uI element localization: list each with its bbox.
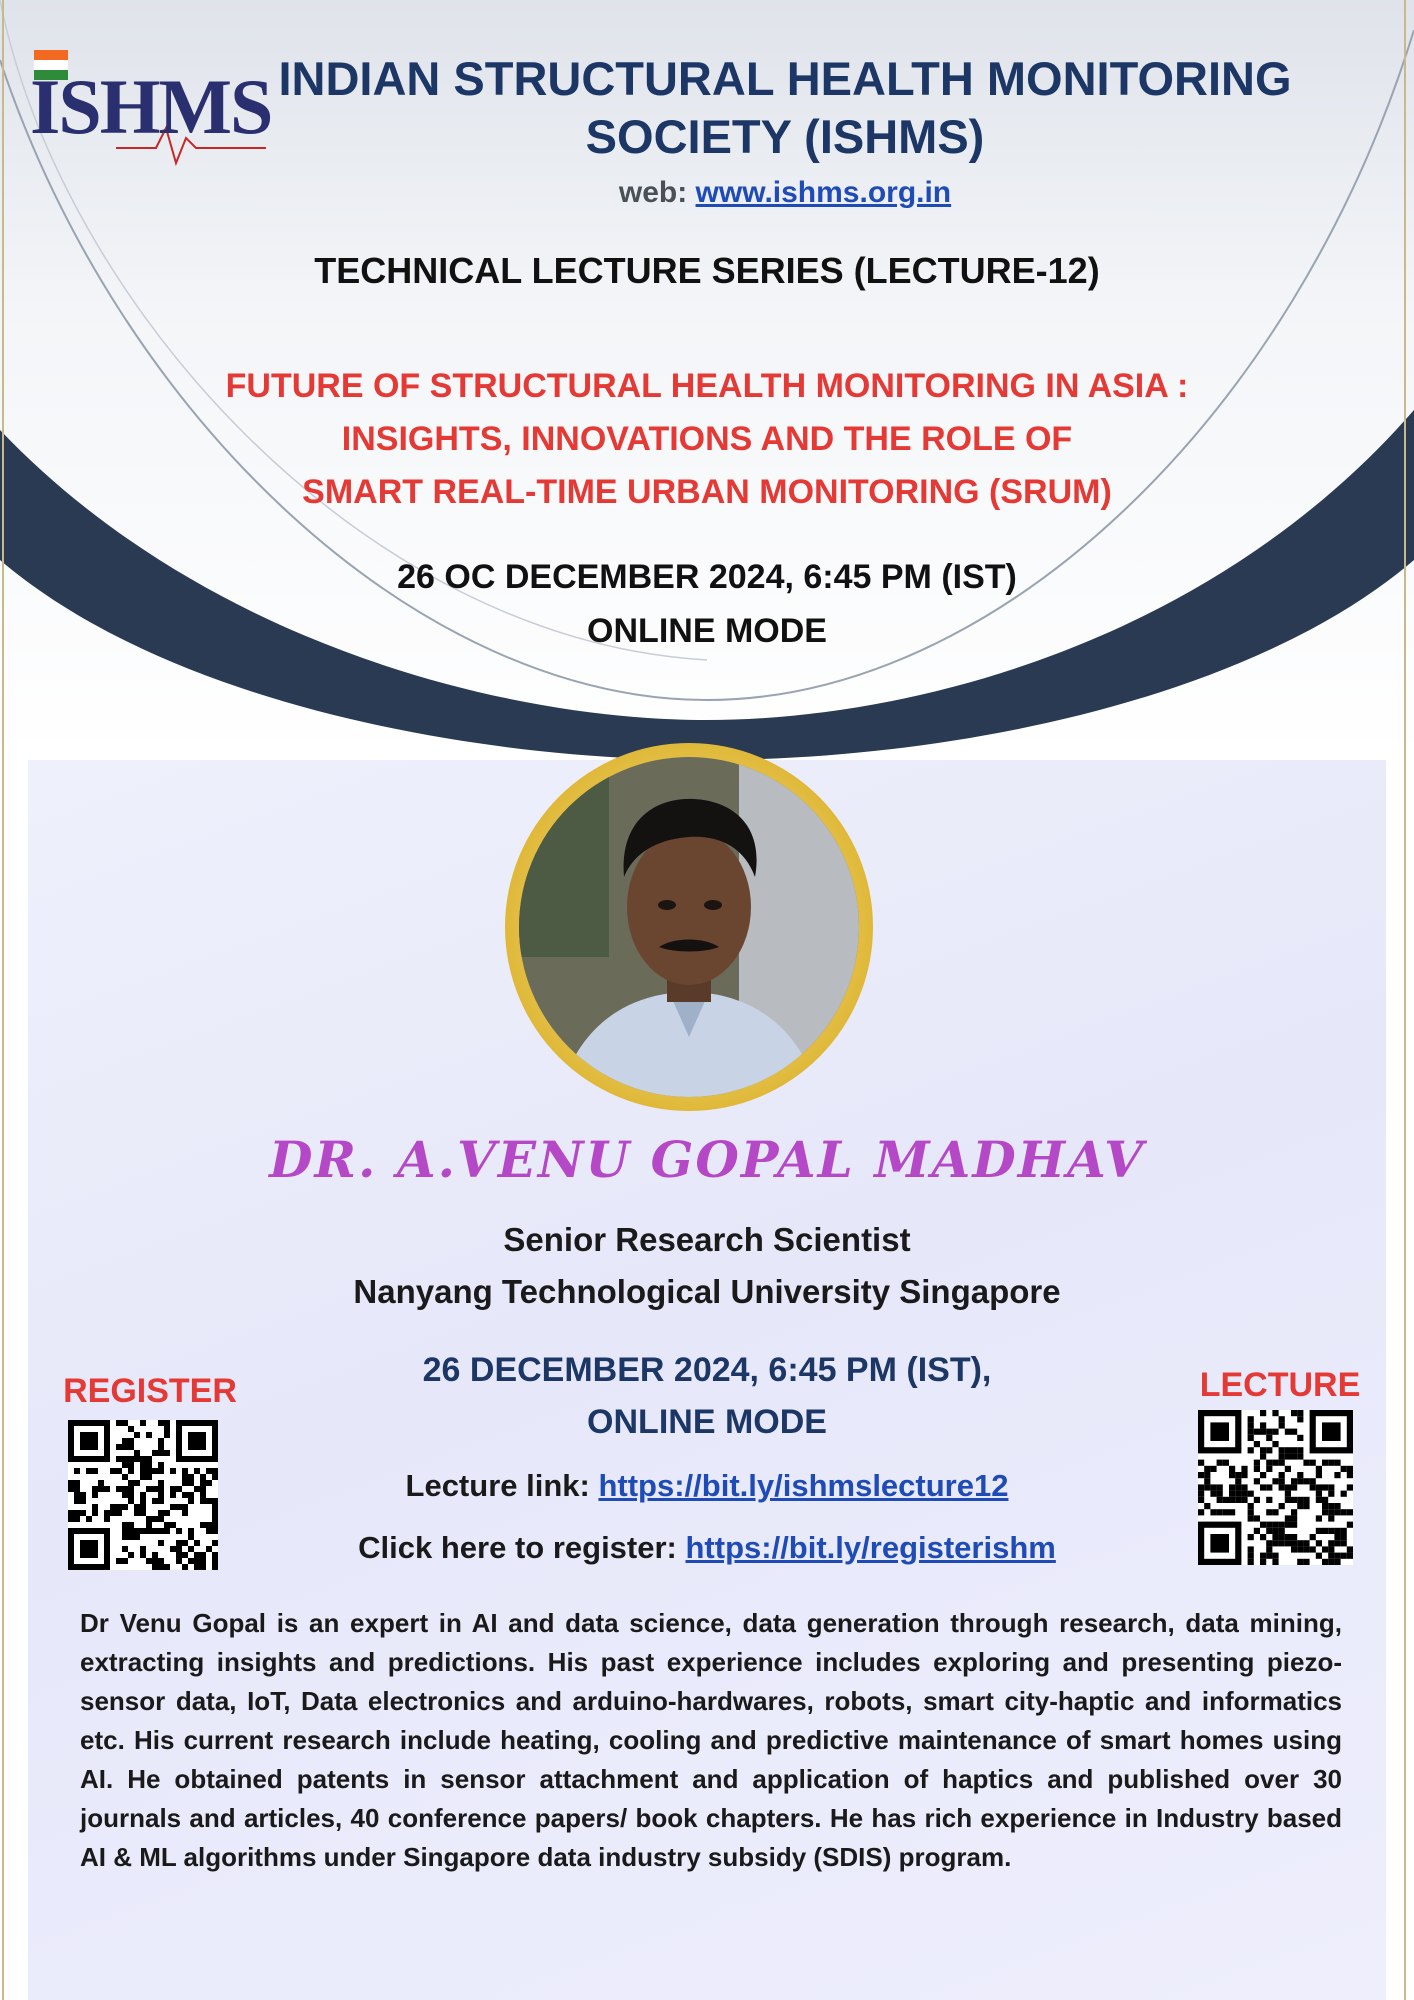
org-name-line1: INDIAN STRUCTURAL HEALTH MONITORING: [278, 52, 1292, 105]
lecture-link-label: Lecture link:: [405, 1468, 590, 1503]
speaker-name: DR. A.VENU GOPAL MADHAV: [269, 1130, 1145, 1189]
speaker-photo-frame: [505, 743, 873, 1111]
website-link[interactable]: www.ishms.org.in: [695, 176, 952, 209]
speaker-role: Senior Research Scientist: [503, 1221, 911, 1258]
lecture-qr-label: LECTURE: [1199, 1366, 1361, 1404]
speaker-bio: Dr Venu Gopal is an expert in AI and data science, data generation through research, data mining, extracting insights and predictions. His past experience includes exploring and presenting piezo-sensor data, IoT, Data electronics and arduino-hardwares, robots, smart city-haptic and informatics etc. His current research include heating, cooling and predictive maintenance of smart homes using AI. He obtained patents in sensor attachment and application of haptics and published over 30 journals and articles, 40 conference papers/ book chapters. He has rich experience in Industry based AI & ML algorithms under Singapore data industry subsidy (SDIS) program.: [80, 1608, 1342, 1872]
left-border-line: [2, 0, 4, 2000]
organization-name: [270, 50, 1300, 166]
register-link-line: [0, 1530, 1414, 1566]
right-border-line: [1404, 0, 1406, 2000]
talk-title-line3: SMART REAL-TIME URBAN MONITORING (SRUM): [302, 473, 1112, 511]
speaker-details: [0, 1214, 1414, 1318]
speaker-affiliation: Nanyang Technological University Singapore: [353, 1273, 1061, 1310]
event-date-top: [0, 550, 1414, 658]
date-top-line2: ONLINE MODE: [587, 612, 827, 650]
web-label: web:: [618, 176, 688, 209]
series-title: TECHNICAL LECTURE SERIES (LECTURE-12): [314, 250, 1100, 291]
ishms-logo: [26, 48, 272, 168]
date-bottom-line2: ONLINE MODE: [587, 1403, 827, 1441]
date-bottom-line1: 26 DECEMBER 2024, 6:45 PM (IST),: [422, 1351, 992, 1389]
lecture-link[interactable]: https://bit.ly/ishmslecture12: [598, 1468, 1009, 1503]
date-top-line1: 26 OC DECEMBER 2024, 6:45 PM (IST): [397, 558, 1017, 596]
speaker-photo: [519, 757, 859, 1097]
register-link[interactable]: https://bit.ly/registerishm: [685, 1530, 1056, 1565]
website-line: [270, 176, 1300, 210]
org-name-line2: SOCIETY (ISHMS): [585, 110, 985, 163]
talk-title-line2: INSIGHTS, INNOVATIONS AND THE ROLE OF: [341, 420, 1073, 458]
talk-title: [0, 360, 1414, 519]
logo-text: ISHMS: [30, 63, 272, 150]
talk-title-line1: FUTURE OF STRUCTURAL HEALTH MONITORING IN ASIA :: [225, 367, 1189, 405]
register-qr-label: REGISTER: [63, 1372, 237, 1410]
lecture-link-line: [0, 1468, 1414, 1504]
register-link-label: Click here to register:: [358, 1530, 677, 1565]
